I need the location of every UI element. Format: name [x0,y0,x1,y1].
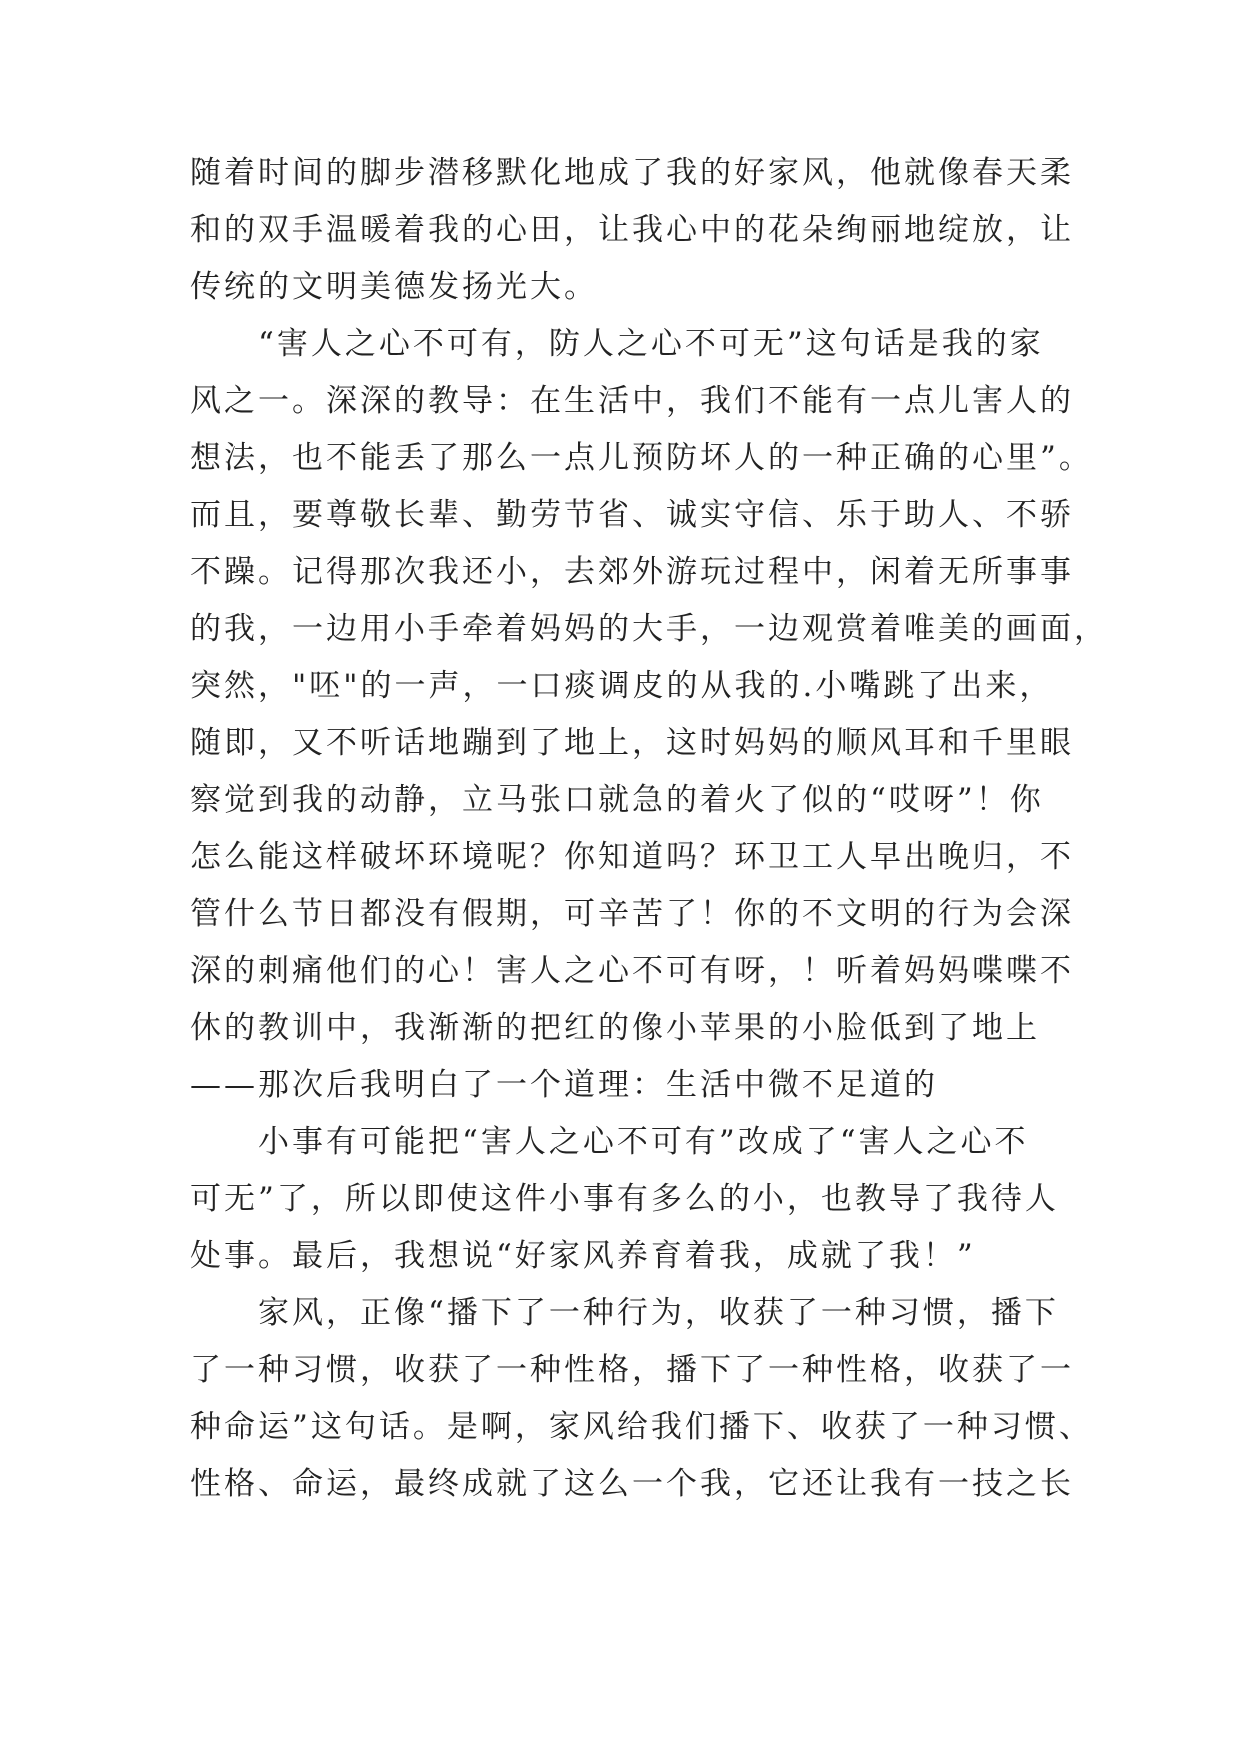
text-line: 传统的文明美德发扬光大。 [190,269,598,305]
paragraph-start-line: “害人之心不可有，防人之心不可无”这句话是我的家 [258,326,1044,362]
text-line: 想法，也不能丢了那么一点儿预防坏人的一种正确的心里”。 [190,440,1093,476]
text-line: 突然，"呸"的一声，一口痰调皮的从我的.小嘴跳了出来， [190,668,1054,704]
paragraph-start-line: 小事有可能把“害人之心不可有”改成了“害人之心不 [258,1124,1029,1160]
text-line: 种命运”这句话。是啊，家风给我们播下、收获了一种习惯、 [190,1409,1093,1445]
text-line: ——那次后我明白了一个道理：生活中微不足道的 [190,1067,938,1103]
text-line: 了一种习惯，收获了一种性格，播下了一种性格，收获了一 [190,1352,1074,1388]
text-line: 性格、命运，最终成就了这么一个我，它还让我有一技之长 [190,1466,1074,1502]
paragraph-start-line: 家风，正像“播下了一种行为，收获了一种习惯，播下 [258,1295,1059,1331]
text-line: 处事。最后，我想说“好家风养育着我，成就了我！” [190,1238,976,1274]
text-line: 随着时间的脚步潜移默化地成了我的好家风，他就像春天柔 [190,155,1074,191]
text-line: 而且，要尊敬长辈、勤劳节省、诚实守信、乐于助人、不骄 [190,497,1074,533]
text-line: 不躁。记得那次我还小，去郊外游玩过程中，闲着无所事事 [190,554,1074,590]
text-line: 怎么能这样破坏环境呢？你知道吗？环卫工人早出晚归，不 [190,839,1074,875]
text-line: 深的刺痛他们的心！害人之心不可有呀，！听着妈妈喋喋不 [190,953,1074,989]
text-line: 的我，一边用小手牵着妈妈的大手，一边观赏着唯美的画面， [190,611,1108,647]
text-line: 和的双手温暖着我的心田，让我心中的花朵绚丽地绽放，让 [190,212,1074,248]
text-line: 可无”了，所以即使这件小事有多么的小，也教导了我待人 [190,1181,1059,1217]
text-line: 随即，又不听话地蹦到了地上，这时妈妈的顺风耳和千里眼 [190,725,1074,761]
text-line: 管什么节日都没有假期，可辛苦了！你的不文明的行为会深 [190,896,1074,932]
text-line: 风之一。深深的教导：在生活中，我们不能有一点儿害人的 [190,383,1074,419]
text-line: 休的教训中，我渐渐的把红的像小苹果的小脸低到了地上 [190,1010,1040,1046]
text-line: 察觉到我的动静，立马张口就急的着火了似的“哎呀”！你 [190,782,1044,818]
